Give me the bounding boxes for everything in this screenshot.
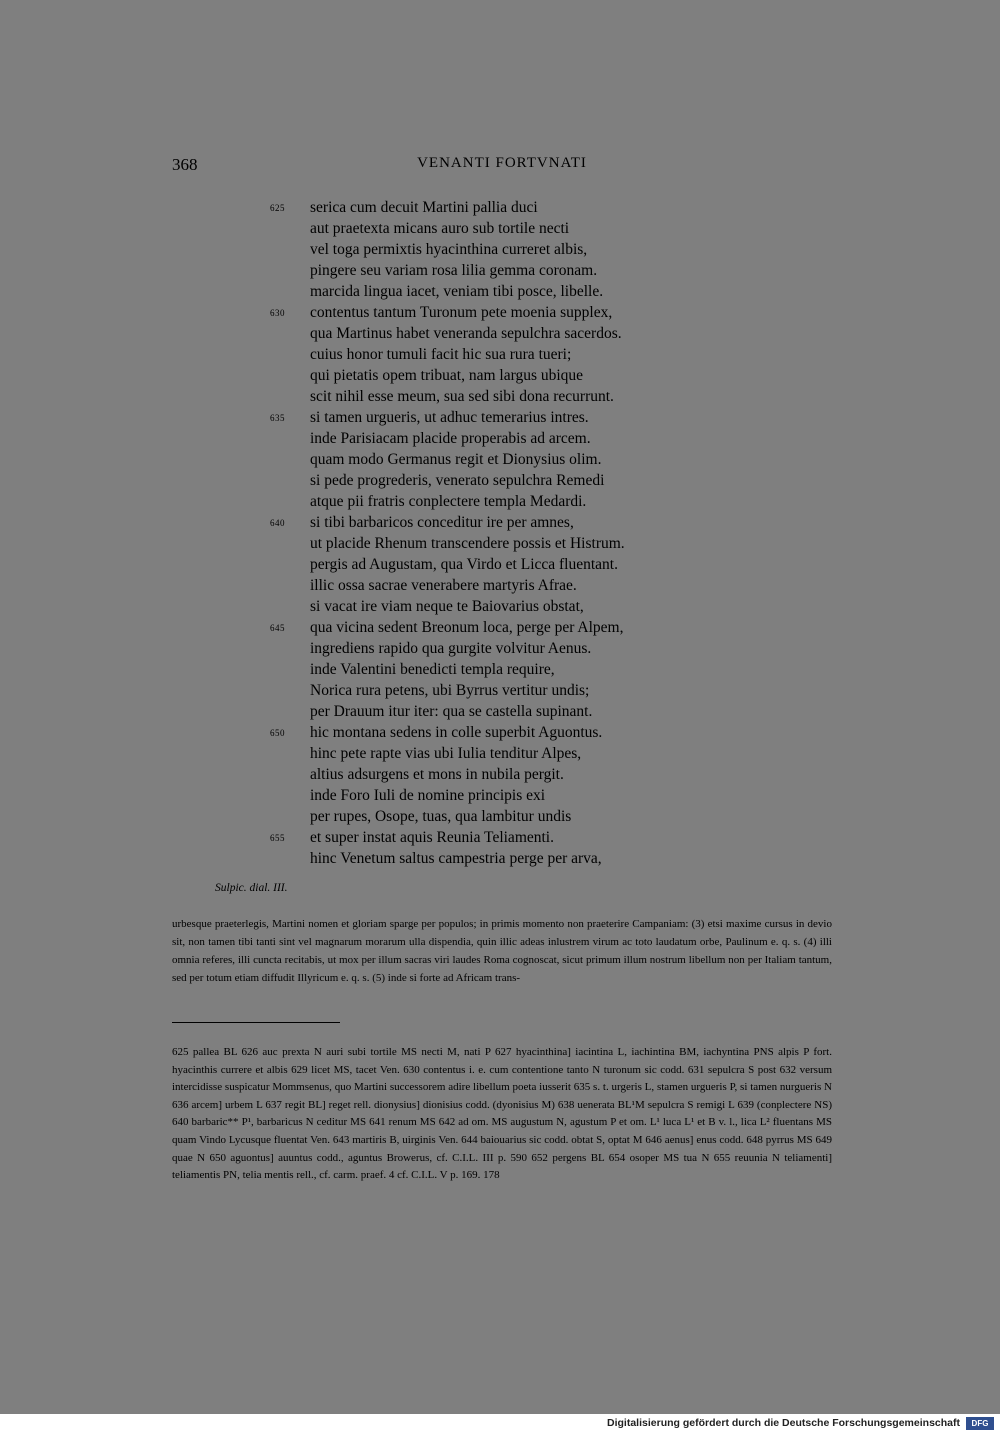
verse-line bbox=[270, 722, 740, 743]
verse-text: qua Martinus habet veneranda sepulchra sacerdos. bbox=[310, 325, 622, 342]
verse-line bbox=[270, 302, 740, 323]
verse-text: per rupes, Osope, tuas, qua lambitur undis bbox=[310, 808, 572, 825]
verse-line bbox=[270, 239, 740, 260]
verse-text: scit nihil esse meum, sua sed sibi dona recurrunt. bbox=[310, 388, 614, 405]
verse-number: 635 bbox=[270, 413, 285, 423]
verse-text: hinc Venetum saltus campestria perge per arva, bbox=[310, 850, 602, 867]
verse-text: quam modo Germanus regit et Dionysius olim. bbox=[310, 451, 602, 468]
verse-line bbox=[270, 848, 740, 869]
verse-line bbox=[270, 659, 740, 680]
verse-text: si pede progrederis, venerato sepulchra Remedi bbox=[310, 472, 605, 489]
verse-line bbox=[270, 827, 740, 848]
verse-text: inde Parisiacam placide properabis ad arcem. bbox=[310, 430, 591, 447]
verse-text: hic montana sedens in colle superbit Aguontus. bbox=[310, 724, 603, 741]
verse-text: inde Valentini benedicti templa require, bbox=[310, 661, 555, 678]
verse-line bbox=[270, 407, 740, 428]
verse-text: Norica rura petens, ubi Byrrus vertitur undis; bbox=[310, 682, 590, 699]
verse-text: altius adsurgens et mons in nubila pergit. bbox=[310, 766, 564, 783]
verse-line bbox=[270, 260, 740, 281]
verse-number: 655 bbox=[270, 833, 285, 843]
verse-line bbox=[270, 428, 740, 449]
verse-text: si vacat ire viam neque te Baiovarius obstat, bbox=[310, 598, 584, 615]
verse-text: et super instat aquis Reunia Teliamenti. bbox=[310, 829, 554, 846]
verse-text: pergis ad Augustam, qua Virdo et Licca fluentant. bbox=[310, 556, 618, 573]
source-reference: Sulpic. dial. III. bbox=[215, 882, 288, 894]
verse-line bbox=[270, 554, 740, 575]
dfg-logo-icon: DFG bbox=[966, 1417, 994, 1430]
verse-text: vel toga permixtis hyacinthina curreret albis, bbox=[310, 241, 588, 258]
page-header bbox=[172, 155, 832, 179]
verse-line bbox=[270, 281, 740, 302]
verse-text: si tibi barbaricos conceditur ire per amnes, bbox=[310, 514, 574, 531]
verse-line bbox=[270, 218, 740, 239]
verse-text: serica cum decuit Martini pallia duci bbox=[310, 199, 538, 216]
verse-text: pingere seu variam rosa lilia gemma coronam. bbox=[310, 262, 598, 279]
verse-line bbox=[270, 449, 740, 470]
verse-text: illic ossa sacrae venerabere martyris Afrae. bbox=[310, 577, 577, 594]
verse-line bbox=[270, 680, 740, 701]
verse-number: 650 bbox=[270, 728, 285, 738]
critical-apparatus: 625 pallea BL 626 auc prexta N auri subi tortile MS necti M, nati P 627 hyacinthina] iacintina L, iachintina BM, iachyntina PNS alpis P fort. hyacinthis currere et albis 629 licet MS, tacet Ven. 630 contentus i. e. cum contentione tanto N turonum sic codd. 631 sepulcra S post 632 versum intercidisse suspicatur Mommsenus, quo Martini successorem adire libellum poeta iusserit 635 s. t. urgeris L, stamen urgueris P, si tamen nurgueris N 636 arcem] urbem L 637 regit BL] reget rell. dionysius] dionisius codd. (dyonisius M) 638 ueneratа BL¹M sepulcra S remigi L 639 (conplectere NS) 640 barbaric** P¹, barbaricus N ceditur MS 641 renum MS 642 ad om. MS augustum N, agustum P et om. L¹ luca L¹ et B v. l., lica L² fluentans MS quam Vindo Lycusque fluentat Ven. 643 martiris B, uirginis Ven. 644 baiouarius sic codd. obtat S, optat M 646 aenus] enus codd. 648 pyrrus MS 649 quae N 650 aguontus] auuntus codd., aguntus Browerus, cf. C.I.L. III p. 590 652 pergens BL 654 osoper MS tua N 655 reuunia N teliamenti] teliamentis PN, telia mentis rell., cf. carm. praef. 4 cf. C.I.L. V p. 169. 178 bbox=[172, 1046, 832, 1182]
footer-bar bbox=[0, 1414, 1000, 1434]
verse-line bbox=[270, 638, 740, 659]
verse-line bbox=[270, 386, 740, 407]
verse-line bbox=[270, 743, 740, 764]
verse-line bbox=[270, 806, 740, 827]
page-number: 368 bbox=[172, 155, 198, 174]
verse-text: contentus tantum Turonum pete moenia supplex, bbox=[310, 304, 613, 321]
footnote-divider bbox=[172, 1022, 340, 1023]
verse-line bbox=[270, 575, 740, 596]
verse-text: inde Foro Iuli de nomine principis exi bbox=[310, 787, 546, 804]
verse-number: 640 bbox=[270, 518, 285, 528]
verse-text: marcida lingua iacet, veniam tibi posce, libelle. bbox=[310, 283, 604, 300]
verse-line bbox=[270, 344, 740, 365]
funding-credit: Digitalisierung gefördert durch die Deutsche Forschungsgemeinschaft bbox=[607, 1417, 960, 1429]
verse-line bbox=[270, 470, 740, 491]
verse-line bbox=[270, 323, 740, 344]
verse-text: ut placide Rhenum transcendere possis et Histrum. bbox=[310, 535, 625, 552]
verse-line bbox=[270, 365, 740, 386]
verse-line bbox=[270, 701, 740, 722]
verse-line bbox=[270, 533, 740, 554]
verse-text: ingrediens rapido qua gurgite volvitur Aenus. bbox=[310, 640, 592, 657]
verse-text: cuius honor tumuli facit hic sua rura tueri; bbox=[310, 346, 572, 363]
verse-text: si tamen urgueris, ut adhuc temerarius intres. bbox=[310, 409, 589, 426]
verse-text: qua vicina sedent Breonum loca, perge per Alpem, bbox=[310, 619, 624, 636]
verse-text: qui pietatis opem tribuat, nam largus ubique bbox=[310, 367, 584, 384]
verse-line bbox=[270, 785, 740, 806]
verse-number: 625 bbox=[270, 203, 285, 213]
verse-number: 645 bbox=[270, 623, 285, 633]
verse-text: hinc pete rapte vias ubi Iulia tenditur Alpes, bbox=[310, 745, 582, 762]
verse-number: 630 bbox=[270, 308, 285, 318]
verse-line bbox=[270, 197, 740, 218]
verse-line bbox=[270, 512, 740, 533]
poem-block bbox=[270, 197, 740, 869]
commentary-text: urbesque praeterlegis, Martini nomen et gloriam sparge per populos; in primis momento non praeterire Campaniam: (3) etsi maxime cursus in devio sit, non tamen tibi tanti sint vel magnarum morarum ulla dispendia, quin illic adeas inlustrem virum ac toto laudatum orbe, Paulinum e. q. s. (4) illi omnia referes, illi cuncta recitabis, ut mox per illum sacras viri laudes Roma cognoscat, sicut primum illum nostrum libellum non per Italiam tantum, sed per totum etiam diffudit Illyricum e. q. s. (5) inde si forte ad Africam trans- bbox=[172, 918, 832, 984]
verse-line bbox=[270, 491, 740, 512]
verse-line bbox=[270, 617, 740, 638]
verse-text: aut praetexta micans auro sub tortile necti bbox=[310, 220, 570, 237]
verse-line bbox=[270, 764, 740, 785]
verse-line bbox=[270, 596, 740, 617]
verse-text: atque pii fratris conplectere templa Medardi. bbox=[310, 493, 587, 510]
running-title: VENANTI FORTVNATI bbox=[417, 155, 587, 171]
verse-text: per Drauum itur iter: qua se castella supinant. bbox=[310, 703, 593, 720]
